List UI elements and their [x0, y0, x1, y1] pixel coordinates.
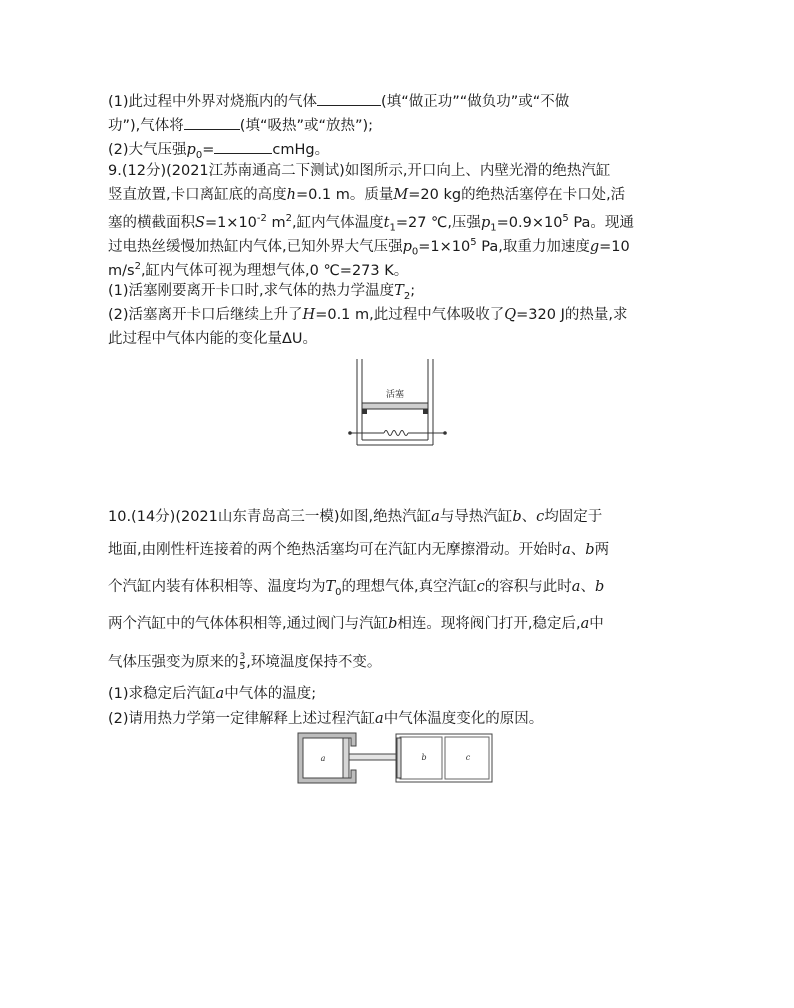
subscript: 1 [389, 222, 396, 234]
q9-text: =0.1 m。质量 [295, 187, 394, 203]
q10-text: 与导热汽缸 [439, 509, 513, 525]
q9-line2 [108, 187, 625, 203]
fraction-3-5 [240, 653, 246, 672]
q9-line6 [108, 283, 415, 305]
q9-text: ; [410, 283, 416, 299]
piston-label: 活塞 [385, 390, 405, 400]
label-a: a [320, 754, 326, 763]
q10-line6 [108, 686, 316, 702]
var-Q: Q [504, 307, 517, 323]
cylinders-abc-diagram [296, 730, 496, 786]
q8-text: cmHg。 [272, 142, 330, 158]
q10-line1 [108, 509, 602, 525]
superscript: 2 [285, 213, 293, 224]
q9-text: ,缸内气体温度 [292, 214, 384, 231]
q10-text: 个汽缸内装有体积相等、温度均为 [108, 579, 326, 595]
fraction-denominator: 5 [239, 662, 246, 672]
q8-part1-line2 [108, 115, 373, 134]
q9-text: =27 ℃,压强 [395, 214, 481, 231]
var-M: M [393, 187, 409, 203]
q10-text: 中气体温度变化的原因。 [383, 711, 544, 727]
var-a: a [571, 579, 581, 595]
q8-text: (1)此过程中外界对烧瓶内的气体 [108, 94, 318, 110]
fraction-numerator: 3 [239, 652, 246, 662]
label-b: b [421, 753, 427, 762]
q10-line5 [108, 653, 381, 672]
q9-text: 塞的横截面积 [108, 214, 195, 231]
q9-text: 此过程中气体内能的变化量ΔU。 [108, 331, 318, 347]
q9-text: =0.9×10 [496, 214, 563, 231]
terminal-right [443, 431, 447, 435]
var-a: a [580, 616, 590, 632]
var-p: p [480, 214, 491, 231]
answer-blank[interactable] [184, 115, 240, 130]
var-t: t [383, 214, 390, 231]
var-p: p [186, 142, 196, 158]
var-p: p [402, 238, 412, 255]
q9-line7 [108, 307, 627, 323]
superscript: -2 [256, 213, 267, 224]
var-T: T [394, 283, 404, 299]
q9-text: =20 kg的绝热活塞停在卡口处,活 [408, 187, 626, 203]
q10-line7 [108, 711, 543, 727]
var-c: c [536, 509, 545, 525]
q9-text: 竖直放置,卡口离缸底的高度 [108, 187, 287, 203]
q9-text: m [266, 214, 286, 231]
q9-text: 过电热丝缓慢加热缸内气体,已知外界大气压强 [108, 238, 403, 255]
q10-text: 的理想气体,真空汽缸 [341, 579, 477, 595]
q9-text: ,缸内气体可视为理想气体,0 ℃=273 K。 [140, 262, 409, 279]
q10-text: 气体压强变为原来的 [108, 654, 239, 671]
var-b: b [512, 509, 522, 525]
q8-text: (填“做正功”“做负功”或“不做 [381, 94, 570, 110]
q10-text: 、 [570, 542, 586, 558]
answer-blank[interactable] [214, 139, 272, 154]
var-b: b [594, 579, 605, 595]
q10-text: 两 [594, 542, 610, 558]
terminal-left [348, 431, 352, 435]
var-a: a [375, 711, 384, 727]
q8-text: 功”),气体将 [108, 118, 184, 134]
piston-cylinder-diagram [345, 357, 455, 457]
piston-a [343, 738, 349, 778]
stop-right [423, 409, 428, 414]
subscript: 1 [490, 222, 497, 234]
q9-line3 [108, 211, 634, 237]
var-b: b [388, 616, 398, 632]
var-g: g [589, 238, 600, 255]
stop-left [362, 409, 367, 414]
q9-text: =1×10 [418, 238, 471, 255]
q10-text: ,环境温度保持不变。 [246, 654, 382, 671]
q9-line8 [108, 331, 317, 347]
superscript: 5 [470, 237, 477, 248]
q9-text: Pa,取重力加速度 [476, 238, 590, 255]
var-T: T [325, 579, 336, 595]
q10-text: 两个汽缸中的气体体积相等,通过阀门与汽缸 [108, 616, 389, 632]
q9-text: (2)活塞离开卡口后继续上升了 [108, 307, 303, 323]
var-H: H [302, 307, 316, 323]
q10-text: 中 [589, 616, 604, 632]
var-a: a [431, 509, 440, 525]
q8-part2-line [108, 139, 329, 164]
label-c: c [465, 753, 471, 762]
q10-text: (1)求稳定后汽缸 [108, 686, 216, 702]
q10-line3 [108, 579, 604, 601]
piston-b [397, 738, 401, 778]
q9-text: =1×10 [204, 214, 257, 231]
var-h: h [286, 187, 296, 203]
q9-text: m/s [108, 262, 135, 279]
subscript: 2 [403, 290, 411, 302]
q9-text: 9.(12分)(2021江苏南通高二下测试)如图所示,开口向上、内壁光滑的绝热汽缸 [108, 163, 611, 179]
q9-text: (1)活塞刚要离开卡口时,求气体的热力学温度 [108, 283, 395, 299]
var-a: a [215, 686, 225, 702]
var-c: c [476, 579, 485, 595]
q10-text: (2)请用热力学第一定律解释上述过程汽缸 [108, 711, 376, 727]
q10-text: 中气体的温度; [224, 686, 317, 702]
q8-text: (2)大气压强 [108, 142, 187, 158]
q9-line1 [108, 163, 610, 179]
q9-text: =10 [599, 238, 630, 255]
subscript: 0 [411, 246, 419, 258]
rigid-rod [349, 754, 401, 760]
var-b: b [585, 542, 595, 558]
subscript: 0 [335, 586, 342, 598]
heating-wire [350, 431, 445, 436]
q9-line4 [108, 235, 630, 261]
q8-text: (填“吸热”或“放热”); [239, 118, 374, 134]
answer-blank[interactable] [317, 91, 381, 106]
q10-line4 [108, 616, 604, 632]
superscript: 2 [134, 261, 141, 272]
piston [362, 403, 428, 409]
q10-text: 的容积与此时 [484, 579, 572, 595]
q9-line5 [108, 259, 408, 279]
q10-text: 、 [521, 509, 537, 525]
q10-text: 、 [580, 579, 595, 595]
q8-text: = [202, 142, 215, 158]
q10-line2 [108, 542, 609, 558]
q9-text: Pa。现通 [568, 214, 634, 231]
subscript: 0 [195, 149, 203, 161]
q10-text: 相连。现将阀门打开,稳定后, [397, 616, 581, 632]
q10-text: 地面,由刚性杆连接着的两个绝热活塞均可在汽缸内无摩擦滑动。开始时 [108, 542, 563, 558]
q9-text: =0.1 m,此过程中气体吸收了 [315, 307, 505, 323]
var-a: a [562, 542, 571, 558]
q10-text: 10.(14分)(2021山东青岛高三一模)如图,绝热汽缸 [108, 509, 432, 525]
superscript: 5 [562, 213, 569, 224]
q8-part1-line1 [108, 91, 569, 110]
q9-text: =320 J的热量,求 [516, 307, 628, 323]
q10-text: 均固定于 [544, 509, 603, 525]
var-S: S [195, 214, 205, 231]
